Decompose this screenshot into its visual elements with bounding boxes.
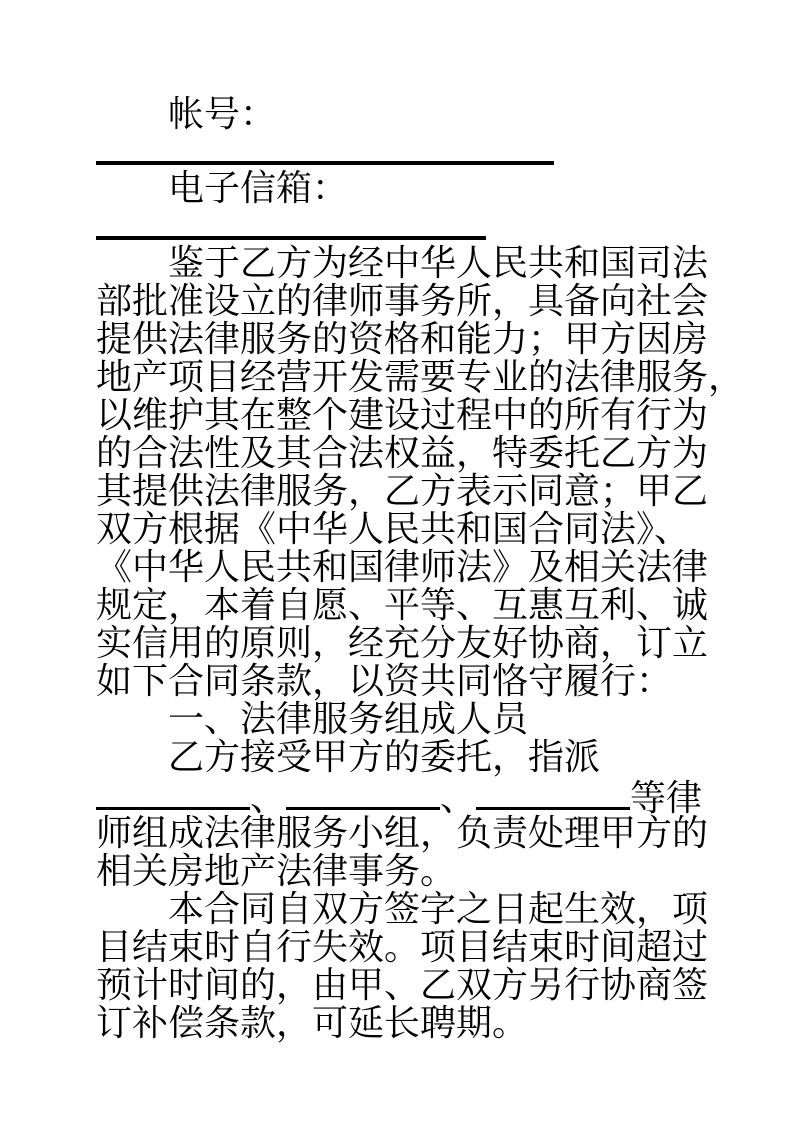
preamble-line: 部批准设立的律师事务所，具备向社会 (96, 281, 709, 322)
preamble-line: 鉴于乙方为经中华人民共和国司法 (168, 243, 709, 284)
term-line: 预计时间的，由甲、乙双方另行协商签 (96, 965, 709, 1006)
lawyer-blank-1 (96, 775, 250, 810)
lawyer-blank-2 (286, 775, 440, 810)
name-separator: 、 (440, 778, 477, 819)
term-line: 订补偿条款，可延长聘期。 (96, 1003, 529, 1044)
team-line: 师组成法律服务小组，负责处理甲方的 (96, 813, 709, 854)
preamble-line: 提供法律服务的资格和能力；甲方因房 (96, 319, 709, 360)
preamble-line: 的合法性及其合法权益，特委托乙方为 (96, 433, 709, 474)
lawyer-blank-3 (476, 775, 630, 810)
term-line: 目结束时自行失效。项目结束时间超过 (96, 927, 709, 968)
name-separator: 、 (250, 778, 287, 819)
email-label: 电子信箱： (168, 168, 349, 209)
term-line: 本合同自双方签字之日起生效，项 (168, 889, 709, 930)
team-line: 相关房地产法律事务。 (96, 851, 457, 892)
preamble-line: 《中华人民共和国律师法》及相关法律 (96, 547, 709, 588)
team-suffix: 等律 (630, 778, 703, 819)
preamble-line: 如下合同条款，以资共同恪守履行： (96, 661, 673, 702)
preamble-line: 实信用的原则，经充分友好协商，订立 (96, 623, 709, 664)
lawyer-names-line (96, 775, 702, 817)
appoint-line: 乙方接受甲方的委托，指派 (168, 737, 601, 778)
preamble-line: 其提供法律服务，乙方表示同意；甲乙 (96, 471, 709, 512)
account-blank-line (96, 161, 554, 165)
preamble-line: 以维护其在整个建设过程中的所有行为 (96, 395, 709, 436)
account-label: 帐号： (168, 94, 277, 135)
preamble-line: 地产项目经营开发需要专业的法律服务， (96, 357, 745, 398)
email-blank-line (96, 236, 486, 240)
section-heading: 一、法律服务组成人员 (168, 699, 529, 740)
preamble-line: 双方根据《中华人民共和国合同法》、 (96, 509, 691, 550)
preamble-line: 规定，本着自愿、平等、互惠互利、诚 (96, 585, 709, 626)
